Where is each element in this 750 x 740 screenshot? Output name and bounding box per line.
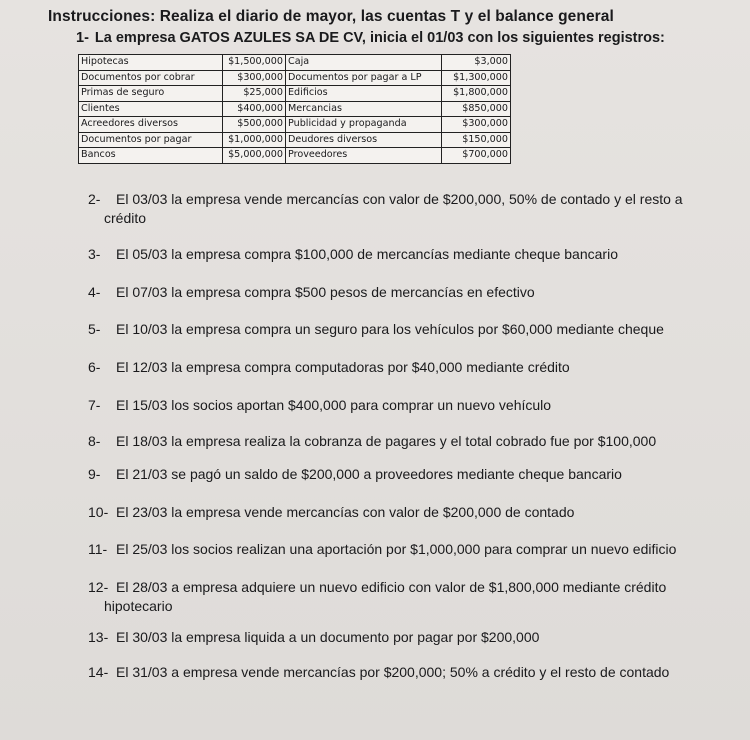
step-number: 9- xyxy=(88,466,101,482)
step-text: El 18/03 la empresa realiza la cobranza de pagares y el total cobrado fue por $100,000 xyxy=(116,433,657,449)
page-title: Instrucciones: Realiza el diario de mayor, las cuentas T y el balance general xyxy=(48,8,614,25)
step-number: 11- xyxy=(88,541,108,557)
account-name: Edificios xyxy=(286,86,442,102)
step-number: 13- xyxy=(88,629,109,645)
table-row xyxy=(79,101,511,117)
account-name: Documentos por pagar a LP xyxy=(286,70,442,86)
table-row xyxy=(79,70,511,86)
step-text: El 12/03 la empresa compra computadoras por $40,000 mediante crédito xyxy=(116,359,570,375)
step-text: El 25/03 los socios realizan una aportación por $1,000,000 para comprar un nuevo edificio xyxy=(116,541,677,557)
account-name: Proveedores xyxy=(286,148,442,164)
account-value: $1,500,000 xyxy=(223,55,286,71)
account-name: Clientes xyxy=(79,101,223,117)
account-value: $700,000 xyxy=(442,148,511,164)
step-text: El 23/03 la empresa vende mercancías con valor de $200,000 de contado xyxy=(116,504,575,520)
step-item xyxy=(88,465,622,484)
account-name: Deudores diversos xyxy=(286,132,442,148)
account-name: Documentos por cobrar xyxy=(79,70,223,86)
step-number: 6- xyxy=(88,359,101,375)
step-number: 12- xyxy=(88,579,109,595)
account-value: $25,000 xyxy=(223,86,286,102)
step-number: 4- xyxy=(88,284,101,300)
account-value: $850,000 xyxy=(442,101,511,117)
table-row xyxy=(79,117,511,133)
step-item xyxy=(88,358,570,377)
step-number: 7- xyxy=(88,397,101,413)
step-1-heading xyxy=(76,30,665,46)
step-text: El 03/03 la empresa vende mercancías con valor de $200,000, 50% de contado y el resto a xyxy=(116,191,683,207)
account-value: $1,300,000 xyxy=(442,70,511,86)
step-text: El 28/03 a empresa adquiere un nuevo edificio con valor de $1,800,000 mediante crédito xyxy=(116,579,667,595)
initial-balances-table xyxy=(78,54,511,164)
account-name: Caja xyxy=(286,55,442,71)
account-value: $400,000 xyxy=(223,101,286,117)
step-text: El 21/03 se pagó un saldo de $200,000 a proveedores mediante cheque bancario xyxy=(116,466,622,482)
step-1-text: La empresa GATOS AZULES SA DE CV, inicia el 01/03 con los siguientes registros: xyxy=(94,30,665,46)
step-item xyxy=(88,190,683,228)
account-name: Acreedores diversos xyxy=(79,117,223,133)
step-text: El 07/03 la empresa compra $500 pesos de mercancías en efectivo xyxy=(116,284,535,300)
account-name: Publicidad y propaganda xyxy=(286,117,442,133)
step-item xyxy=(88,628,539,647)
step-text: El 31/03 a empresa vende mercancías por $200,000; 50% a crédito y el resto de contado xyxy=(116,664,670,680)
step-number: 2- xyxy=(88,191,101,207)
step-item xyxy=(88,503,574,522)
step-item xyxy=(88,432,656,451)
table-row xyxy=(79,148,511,164)
account-value: $3,000 xyxy=(442,55,511,71)
step-item xyxy=(88,540,676,559)
account-value: $150,000 xyxy=(442,132,511,148)
step-text: El 15/03 los socios aportan $400,000 para comprar un nuevo vehículo xyxy=(116,397,552,413)
account-value: $5,000,000 xyxy=(223,148,286,164)
step-text: El 10/03 la empresa compra un seguro para los vehículos por $60,000 mediante cheque xyxy=(116,321,664,337)
account-value: $1,800,000 xyxy=(442,86,511,102)
account-name: Primas de seguro xyxy=(79,86,223,102)
account-name: Bancos xyxy=(79,148,223,164)
step-item xyxy=(88,578,666,616)
step-number: 14- xyxy=(88,664,109,680)
step-1-number: 1- xyxy=(76,30,89,46)
account-value: $300,000 xyxy=(223,70,286,86)
table-row xyxy=(79,86,511,102)
step-text: El 30/03 la empresa liquida a un documento por pagar por $200,000 xyxy=(116,629,540,645)
account-value: $300,000 xyxy=(442,117,511,133)
account-name: Documentos por pagar xyxy=(79,132,223,148)
account-value: $1,000,000 xyxy=(223,132,286,148)
step-number: 5- xyxy=(88,321,101,337)
step-item xyxy=(88,663,669,682)
step-item xyxy=(88,320,664,339)
step-text: El 05/03 la empresa compra $100,000 de mercancías mediante cheque bancario xyxy=(116,246,618,262)
step-number: 8- xyxy=(88,433,101,449)
step-number: 3- xyxy=(88,246,101,262)
step-number: 10- xyxy=(88,504,109,520)
step-item xyxy=(88,283,535,302)
account-value: $500,000 xyxy=(223,117,286,133)
account-name: Hipotecas xyxy=(79,55,223,71)
account-name: Mercancias xyxy=(286,101,442,117)
table-row xyxy=(79,55,511,71)
step-text-continuation: crédito xyxy=(104,210,147,226)
step-item xyxy=(88,245,618,264)
step-text-continuation: hipotecario xyxy=(104,598,173,614)
step-item xyxy=(88,396,551,415)
table-row xyxy=(79,132,511,148)
